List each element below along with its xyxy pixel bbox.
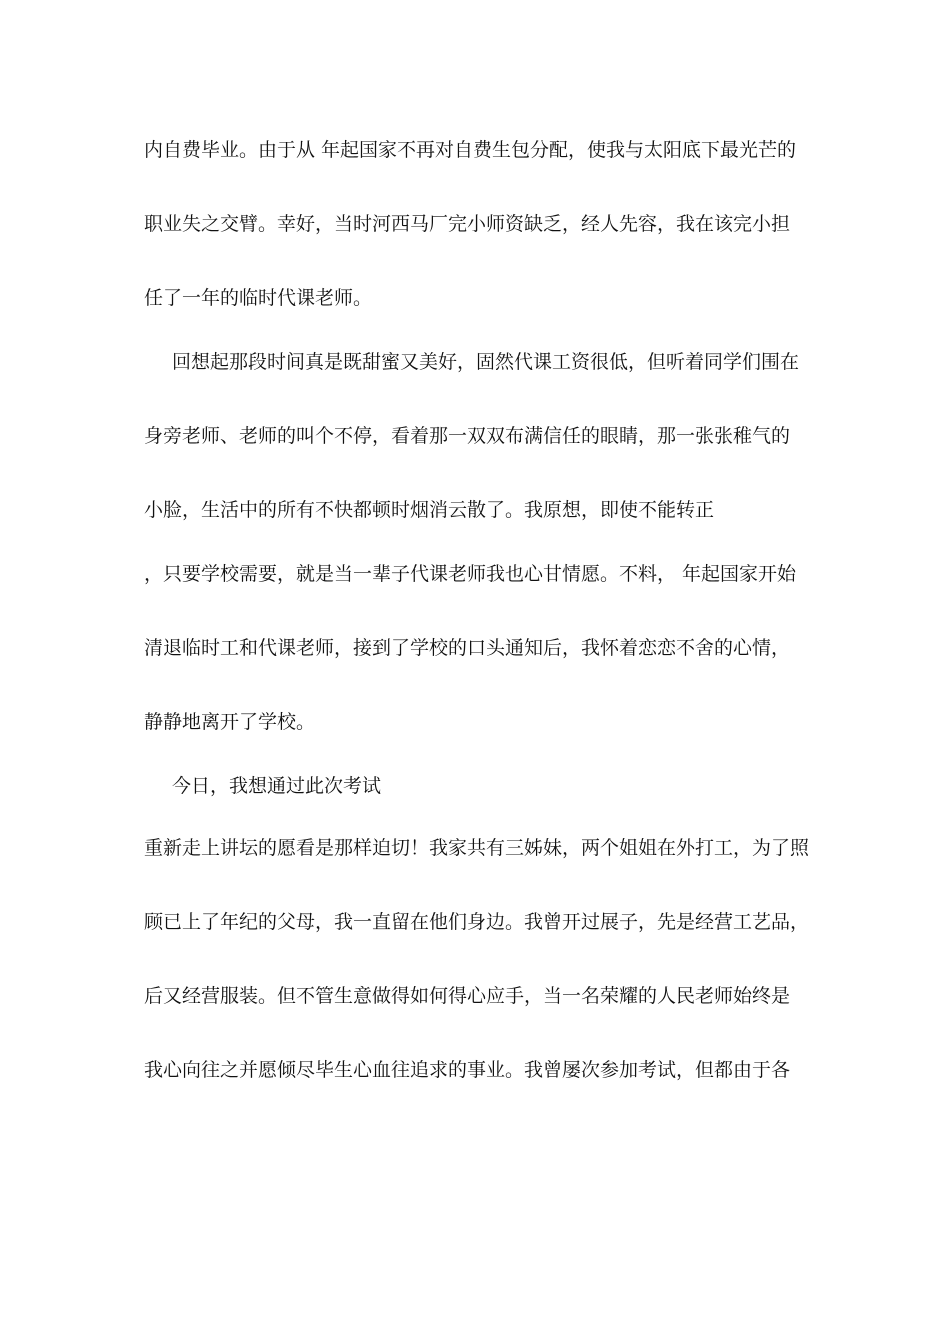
text-line-7: ，只要学校需要，就是当一辈子代课老师我也心甘情愿。不料， 年起国家开始 <box>144 563 797 585</box>
text-line-8: 清退临时工和代课老师，接到了学校的口头通知后，我怀着恋恋不舍的心情， <box>144 637 791 659</box>
text-line-2: 职业失之交臂。幸好，当时河西马厂完小师资缺乏，经人先容，我在该完小担 <box>144 213 791 235</box>
paragraph-3-line-1: 今日，我想通过此次考试 <box>172 775 382 797</box>
text-line-9: 静静地离开了学校。 <box>144 711 316 733</box>
text-line-6: 小脸，生活中的所有不快都顿时烟消云散了。我原想，即使不能转正 <box>144 499 715 521</box>
text-line-1: 内自费毕业。由于从 年起国家不再对自费生包分配，使我与太阳底下最光芒的 <box>144 139 797 161</box>
text-line-14: 我心向往之并愿倾尽毕生心血往追求的事业。我曾屡次参加考试，但都由于各 <box>144 1059 791 1081</box>
paragraph-2-line-1: 回想起那段时间真是既甜蜜又美好，固然代课工资很低，但听着同学们围在 <box>172 351 800 373</box>
text-line-11: 重新走上讲坛的愿看是那样迫切！我家共有三姊妹，两个姐姐在外打工，为了照 <box>144 837 810 859</box>
text-line-13: 后又经营服装。但不管生意做得如何得心应手，当一名荣耀的人民老师始终是 <box>144 985 791 1007</box>
text-line-3: 任了一年的临时代课老师。 <box>144 287 373 309</box>
text-line-5: 身旁老师、老师的叫个不停，看着那一双双布满信任的眼睛，那一张张稚气的 <box>144 425 791 447</box>
text-line-12: 顾已上了年纪的父母，我一直留在他们身边。我曾开过展子，先是经营工艺品， <box>144 911 810 933</box>
